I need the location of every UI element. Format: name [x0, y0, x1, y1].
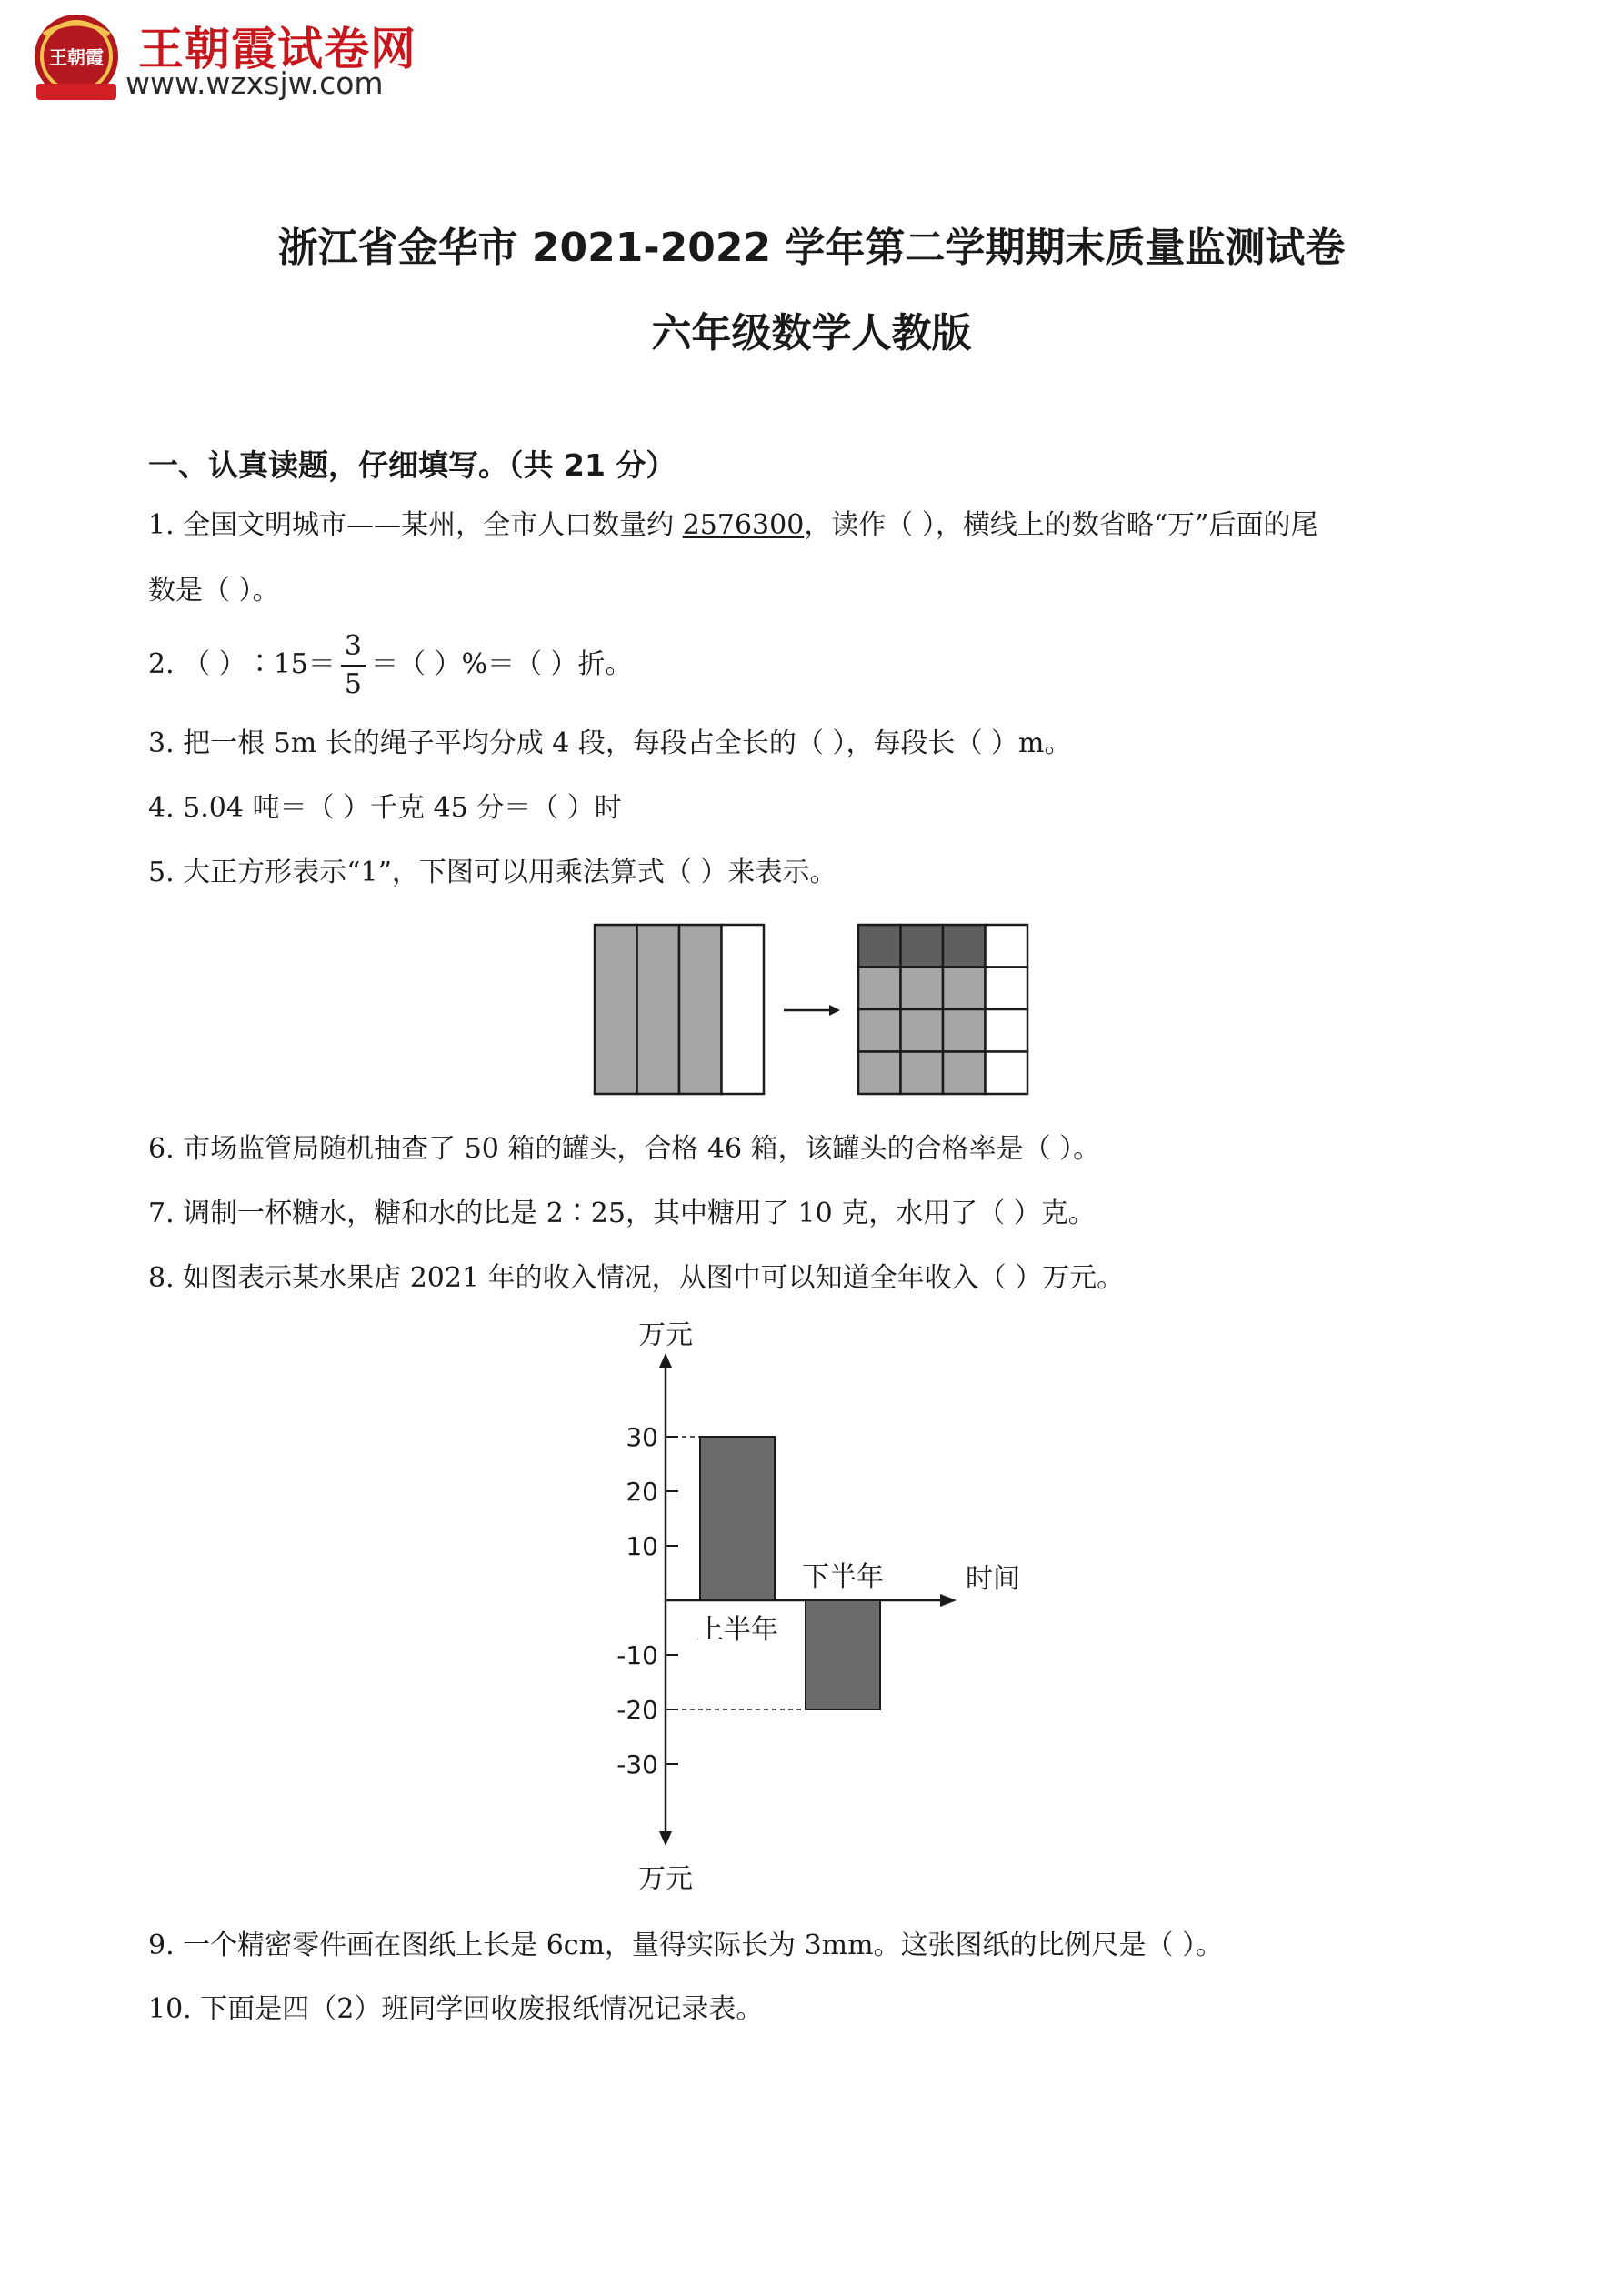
question-1-text-a: 1. 全国文明城市——某州，全市人口数量约 — [148, 509, 683, 541]
section-heading: 一、认真读题，仔细填写。（共 21 分） — [148, 447, 676, 483]
fraction — [341, 628, 366, 703]
site-logo[interactable] — [25, 7, 416, 109]
question-4: 4. 5.04 吨＝（ ）千克 45 分＝（ ）时 — [148, 792, 622, 824]
bar — [700, 1437, 775, 1600]
x-axis-label: 时间 — [966, 1563, 1020, 1595]
y-axis-arrow-up-icon — [659, 1353, 672, 1368]
bar — [806, 1600, 880, 1709]
right-square-cell — [986, 925, 1028, 968]
right-square-cell — [943, 925, 986, 968]
right-square-cell — [943, 968, 986, 1010]
arrow-icon — [784, 1005, 840, 1016]
right-square-cell — [943, 1052, 986, 1095]
question-9: 9. 一个精密零件画在图纸上长是 6cm，量得实际长为 3mm。这张图纸的比例尺是（ ）。 — [148, 1930, 1224, 1961]
left-square-strip — [595, 925, 637, 1094]
right-square-cell — [901, 1052, 944, 1095]
question-1-text-b: ，读作（ ），横线上的数省略“万”后面的尾 — [804, 509, 1318, 541]
logo-title: 王朝霞试卷网 — [138, 23, 416, 75]
category-label: 下半年 — [802, 1561, 884, 1593]
logo-url[interactable]: www.wzxsjw.com — [125, 65, 384, 101]
y-tick-label: 10 — [626, 1531, 658, 1561]
fraction-denominator: 5 — [344, 668, 362, 700]
x-axis-arrow-icon — [940, 1594, 957, 1607]
category-label: 上半年 — [696, 1614, 778, 1646]
y-tick-label: -20 — [616, 1695, 658, 1725]
fraction-numerator: 3 — [341, 628, 366, 667]
right-square-cell — [901, 968, 944, 1010]
right-square-cell — [901, 1009, 944, 1052]
question-2-text-b: ＝（ ）%＝（ ）折。 — [370, 648, 633, 680]
left-square-strip — [637, 925, 680, 1094]
multiplication-figure — [591, 923, 1046, 1105]
question-3: 3. 把一根 5m 长的绳子平均分成 4 段，每段占全长的（ ），每段长（ ）m。 — [148, 727, 1072, 759]
page-title: 浙江省金华市 2021-2022 学年第二学期期末质量监测试卷 — [277, 225, 1346, 271]
right-square-cell — [858, 925, 901, 968]
y-axis-arrow-down-icon — [659, 1831, 672, 1846]
right-square-cell — [986, 968, 1028, 1010]
y-tick-label: 30 — [626, 1422, 658, 1452]
right-square-cell — [986, 1052, 1028, 1095]
right-square — [858, 925, 1027, 1094]
right-square-cell — [986, 1009, 1028, 1052]
y-tick-label: 20 — [626, 1477, 658, 1507]
y-axis-label-bottom: 万元 — [638, 1863, 693, 1895]
left-square-strip — [679, 925, 722, 1094]
question-1 — [148, 507, 1318, 544]
right-square-cell — [858, 968, 901, 1010]
page-subtitle: 六年级数学人教版 — [651, 310, 972, 356]
left-square — [595, 925, 764, 1094]
y-tick-label: -30 — [616, 1750, 658, 1780]
right-square-cell — [943, 1009, 986, 1052]
question-6: 6. 市场监管局随机抽查了 50 箱的罐头，合格 46 箱，该罐头的合格率是（ ）。 — [148, 1133, 1101, 1165]
logo-badge-text: 王朝霞 — [49, 46, 104, 68]
question-2-text-a: 2. （ ）∶15＝ — [148, 648, 336, 680]
left-square-strip — [722, 925, 765, 1094]
population-number: 2576300 — [682, 509, 805, 541]
question-2 — [148, 626, 633, 704]
income-chart — [600, 1317, 1073, 1899]
y-axis-label-top: 万元 — [638, 1319, 693, 1351]
question-10: 10. 下面是四（2）班同学回收废报纸情况记录表。 — [148, 1993, 764, 2025]
question-8: 8. 如图表示某水果店 2021 年的收入情况，从图中可以知道全年收入（ ）万元。 — [148, 1262, 1125, 1294]
question-5: 5. 大正方形表示“1”，下图可以用乘法算式（ ）来表示。 — [148, 857, 837, 888]
question-1-line2: 数是（ ）。 — [148, 575, 280, 607]
right-square-cell — [858, 1009, 901, 1052]
y-tick-label: -10 — [616, 1640, 658, 1670]
right-square-cell — [901, 925, 944, 968]
right-square-cell — [858, 1052, 901, 1095]
logo-badge-icon — [25, 7, 127, 109]
question-7: 7. 调制一杯糖水，糖和水的比是 2∶25，其中糖用了 10 克，水用了（ ）克。 — [148, 1198, 1096, 1229]
